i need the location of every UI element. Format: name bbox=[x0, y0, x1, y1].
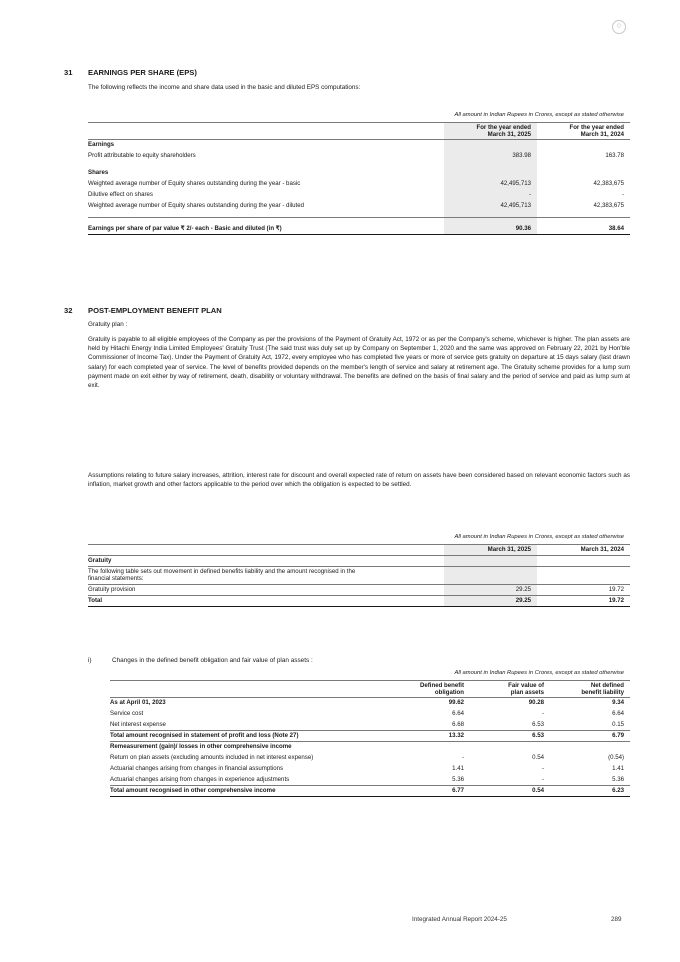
eps-row-value-2025: 383.98 bbox=[444, 151, 537, 162]
gratuity-row bbox=[88, 585, 630, 596]
footer-page-number: 289 bbox=[611, 916, 622, 923]
changes-row-obligation: 99.62 bbox=[448, 699, 464, 707]
eps-row-value-2024 bbox=[537, 168, 630, 179]
changes-row-obligation bbox=[390, 742, 470, 753]
changes-total-net-liability: 6.23 bbox=[550, 786, 630, 797]
gratuity-row-value-2025 bbox=[444, 566, 537, 585]
changes-row bbox=[110, 731, 630, 742]
gratuity-row bbox=[88, 555, 630, 566]
changes-total-plan-assets: 0.54 bbox=[470, 786, 550, 797]
eps-intro: The following reflects the income and share data used in the basic and diluted EPS computations: bbox=[88, 84, 361, 91]
changes-row-plan-assets: 0.54 bbox=[532, 753, 544, 761]
gratuity-col2-header: March 31, 2024 bbox=[537, 544, 630, 555]
page-corner-mark-icon: ◇ bbox=[612, 20, 626, 34]
changes-row-obligation: 6.64 bbox=[452, 709, 464, 717]
eps-row bbox=[88, 201, 630, 212]
changes-row bbox=[110, 764, 630, 775]
changes-row-label: Remeasurement (gain)/ losses in other comprehensive income bbox=[110, 743, 292, 751]
changes-row-plan-assets: - bbox=[541, 764, 544, 772]
changes-total-obligation: 6.77 bbox=[390, 786, 470, 797]
changes-row-net-liability: 9.34 bbox=[612, 699, 624, 707]
eps-table bbox=[88, 112, 630, 235]
gratuity-subtitle: Gratuity plan : bbox=[88, 321, 128, 328]
changes-row-label: Return on plan assets (excluding amounts included in net interest expense) bbox=[110, 753, 314, 761]
changes-row-obligation: 1.41 bbox=[452, 764, 464, 772]
changes-row bbox=[110, 753, 630, 764]
eps-row bbox=[88, 190, 630, 201]
footer-report-name: Integrated Annual Report 2024-25 bbox=[412, 916, 507, 923]
changes-row-label: Total amount recognised in statement of profit and loss (Note 27) bbox=[110, 731, 390, 742]
eps-row bbox=[88, 168, 630, 179]
eps-row-value-2025: 42,495,713 bbox=[444, 201, 537, 212]
changes-col1-header: Defined benefit obligation bbox=[390, 680, 470, 698]
eps-row-value-2025 bbox=[444, 140, 537, 151]
changes-row-plan-assets: 6.53 bbox=[470, 720, 550, 731]
changes-row-net-liability bbox=[550, 742, 630, 753]
changes-row-label: As at April 01, 2023 bbox=[110, 699, 166, 707]
changes-row-obligation: 6.68 bbox=[390, 720, 470, 731]
changes-row-obligation: - bbox=[461, 753, 464, 761]
gratuity-amount-note: All amount in Indian Rupees in Crores, except as stated otherwise bbox=[88, 534, 630, 544]
changes-row-label: Actuarial changes arising from changes in experience adjustments bbox=[110, 775, 390, 786]
changes-row-label: Actuarial changes arising from changes in financial assumptions bbox=[110, 764, 284, 772]
changes-row-net-liability: 5.36 bbox=[550, 775, 630, 786]
eps-section-number: 31 bbox=[64, 68, 73, 77]
eps-row-value-2025: 42,495,713 bbox=[444, 179, 537, 190]
changes-row-net-liability: 1.41 bbox=[612, 764, 624, 772]
eps-row-label: Shares bbox=[88, 168, 109, 176]
eps-heading bbox=[64, 68, 197, 78]
changes-row-plan-assets: - bbox=[541, 709, 544, 717]
eps-amount-note: All amount in Indian Rupees in Crores, except as stated otherwise bbox=[88, 112, 630, 122]
changes-row-label: Service cost bbox=[110, 709, 144, 717]
changes-row-net-liability: 0.15 bbox=[550, 720, 630, 731]
gratuity-row-value-2024 bbox=[537, 566, 630, 585]
eps-col1-header: For the year ended March 31, 2025 bbox=[444, 122, 537, 140]
eps-row-label: Dilutive effect on shares bbox=[88, 190, 153, 198]
eps-row-value-2024: 163.78 bbox=[605, 151, 624, 159]
eps-row-value-2024: 42,383,675 bbox=[593, 201, 624, 209]
gratuity-description: Gratuity is payable to all eligible employees of the Company as per the provisions of the Payment of Gratuity Act, 1972 or as per the Company's scheme, whichever is higher. The plan assets are held by Hitachi Energy India Limited Employees' Gratuity Trust (The said trust was duly set up by Company on September 1, 2020 and the same was approved on February 22, 2021 by Hon'ble Commissioner of Income Tax). Under the Payment of Gratuity Act, 1972, every employee who has completed five years or more of service gets gratuity on departure at 15 days salary (last drawn salary) for each completed year of service. The level of benefits provided depends on the member's length of service and salary at retirement age. The Gratuity scheme provides for a lump sum payment made on exit either by way of retirement, death, disability or voluntary withdrawal. The benefits are defined on the basis of final salary and the period of service and paid as lump sum at exit. bbox=[88, 336, 630, 389]
changes-col2-header: Fair value of plan assets bbox=[470, 680, 550, 698]
eps-row-label: Weighted average number of Equity shares outstanding during the year - diluted bbox=[88, 201, 305, 209]
eps-row-value-2025 bbox=[444, 168, 537, 179]
changes-row bbox=[110, 720, 630, 731]
changes-row-obligation: 13.32 bbox=[390, 731, 470, 742]
eps-row bbox=[88, 140, 630, 151]
benefit-heading bbox=[64, 306, 222, 316]
changes-col3-header: Net defined benefit liability bbox=[550, 680, 630, 698]
eps-row bbox=[88, 179, 630, 190]
eps-total-row bbox=[88, 224, 630, 235]
benefit-section-number: 32 bbox=[64, 306, 73, 315]
eps-total-2024: 38.64 bbox=[537, 224, 630, 235]
eps-row-value-2024 bbox=[537, 140, 630, 151]
changes-row-obligation: 5.36 bbox=[390, 775, 470, 786]
eps-section-title: EARNINGS PER SHARE (EPS) bbox=[88, 68, 197, 77]
eps-col2-header: For the year ended March 31, 2024 bbox=[537, 122, 630, 140]
changes-row-plan-assets: 6.53 bbox=[470, 731, 550, 742]
eps-row-value-2024: 42,383,675 bbox=[593, 179, 624, 187]
changes-row bbox=[110, 709, 630, 720]
gratuity-row-label: The following table sets out movement in defined benefits liability and the amount recognised in the financial statements: bbox=[88, 566, 444, 585]
eps-row-value-2024: - bbox=[621, 190, 624, 198]
changes-row-net-liability: 6.79 bbox=[550, 731, 630, 742]
eps-total-2025: 90.36 bbox=[444, 224, 537, 235]
gratuity-total-2024: 19.72 bbox=[537, 596, 630, 607]
gratuity-table bbox=[88, 534, 630, 607]
changes-total-row bbox=[110, 786, 630, 797]
changes-total-label: Total amount recognised in other comprehensive income bbox=[110, 786, 390, 797]
changes-row-plan-assets: 90.28 bbox=[528, 699, 544, 707]
gratuity-row-label: Gratuity bbox=[88, 555, 444, 566]
changes-row bbox=[110, 775, 630, 786]
gratuity-row-label: Gratuity provision bbox=[88, 585, 444, 596]
gratuity-total-row bbox=[88, 596, 630, 607]
changes-row-net-liability: 6.64 bbox=[612, 709, 624, 717]
changes-title: Changes in the defined benefit obligation and fair value of plan assets : bbox=[112, 657, 313, 664]
gratuity-row-value-2025 bbox=[444, 555, 537, 566]
gratuity-col1-header: March 31, 2025 bbox=[444, 544, 537, 555]
changes-row-plan-assets bbox=[470, 742, 550, 753]
obligation-changes-table bbox=[110, 670, 630, 797]
eps-row-label: Profit attributable to equity shareholders bbox=[88, 151, 196, 159]
gratuity-row-value-2024: 19.72 bbox=[537, 585, 630, 596]
eps-row-label: Earnings bbox=[88, 141, 115, 149]
assumptions-description: Assumptions relating to future salary increases, attrition, interest rate for discount and overall expected rate of return on assets have been considered based on relevant economic factors such as inflation, market growth and other factors applicable to the period over which the obligation is expected to be settled. bbox=[88, 472, 630, 489]
changes-row bbox=[110, 698, 630, 709]
gratuity-row bbox=[88, 566, 630, 585]
gratuity-row-value-2024 bbox=[537, 555, 630, 566]
changes-row-label: Net interest expense bbox=[110, 720, 390, 731]
eps-total-label: Earnings per share of par value ₹ 2/- each - Basic and diluted (in ₹) bbox=[88, 224, 444, 235]
eps-row-value-2025: - bbox=[444, 190, 537, 201]
changes-heading bbox=[88, 657, 313, 665]
changes-row bbox=[110, 742, 630, 753]
eps-row bbox=[88, 151, 630, 162]
gratuity-total-2025: 29.25 bbox=[444, 596, 537, 607]
benefit-section-title: POST-EMPLOYMENT BENEFIT PLAN bbox=[88, 306, 222, 315]
gratuity-row-value-2025: 29.25 bbox=[444, 585, 537, 596]
changes-marker: i) bbox=[88, 657, 92, 664]
changes-row-net-liability: (0.54) bbox=[608, 753, 624, 761]
eps-row-label: Weighted average number of Equity shares outstanding during the year - basic bbox=[88, 179, 301, 187]
changes-amount-note: All amount in Indian Rupees in Crores, except as stated otherwise bbox=[110, 670, 630, 680]
gratuity-total-label: Total bbox=[88, 596, 444, 607]
changes-row-plan-assets: - bbox=[470, 775, 550, 786]
